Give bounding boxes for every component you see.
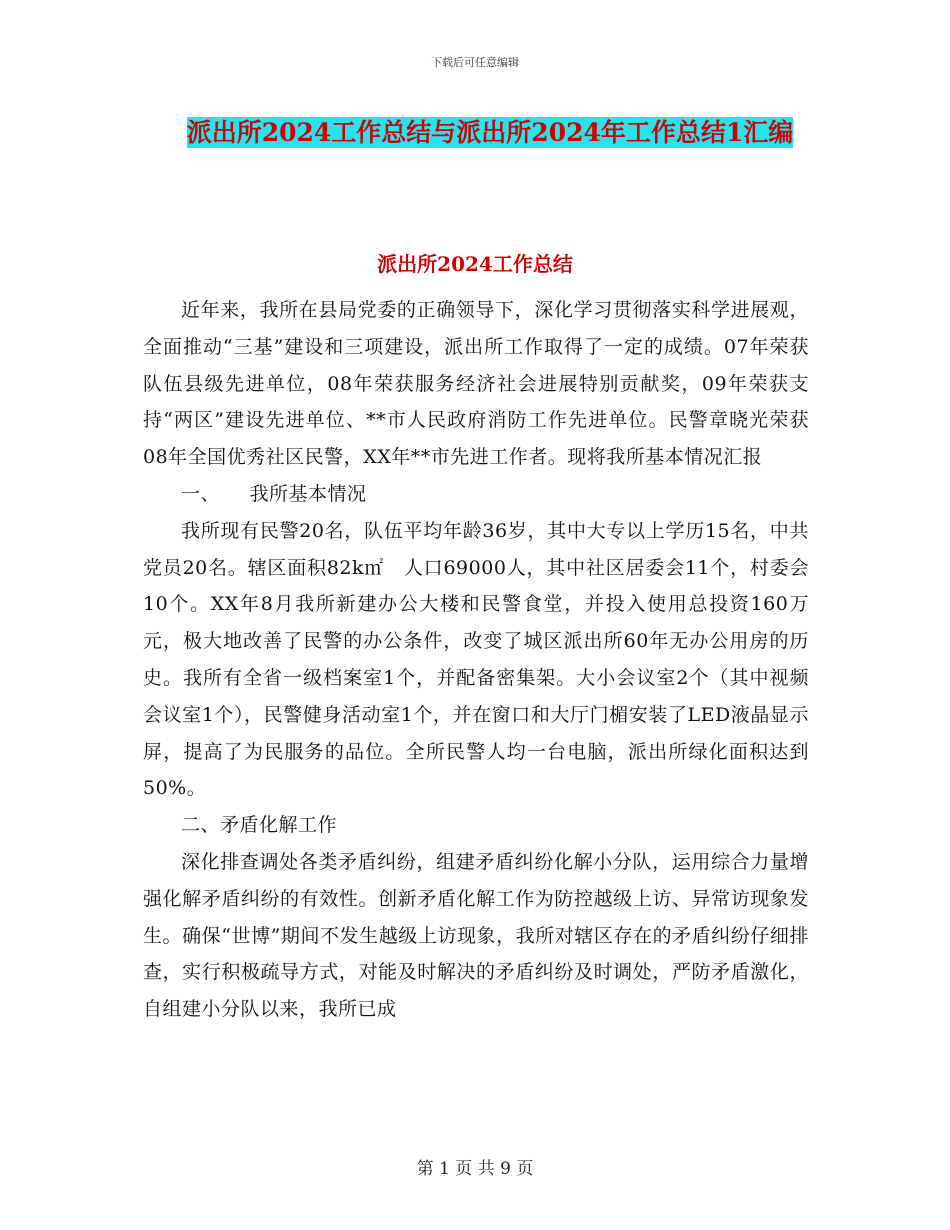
paragraph-basic-situation: 我所现有民警20名，队伍平均年龄36岁，其中大专以上学历15名，中共党员20名。辖区面积82k㎡ 人口69000人，其中社区居委会11个，村委会10个。XX年8月我所新建办公大楼和民警食堂，并投入使用总投资160万元，极大地改善了民警的办公条件，改变了城区派出所60年无办公用房的历史。我所有全省一级档案室1个，并配备密集架。大小会议室2个（其中视频会议室1个），民警健身活动室1个，并在窗口和大厅门楣安装了LED液晶显示屏，提高了为民服务的品位。全所民警人均一台电脑，派出所绿化面积达到50%。	[143, 519, 809, 800]
header-note: 下载后可任意编辑	[431, 56, 519, 69]
page-footer: 第 1 页 共 9 页	[416, 1159, 534, 1179]
paragraph-intro: 近年来，我所在县局党委的正确领导下，深化学习贯彻落实科学进展观，全面推动“三基”建设和三项建设，派出所工作取得了一定的成绩。07年荣获队伍县级先进单位，08年荣获服务经济社会进展特别贡献奖，09年荣获支持“两区”建设先进单位、**市人民政府消防工作先进单位。民警章晓光荣获08年全国优秀社区民警，XX年**市先进工作者。现将我所基本情况汇报	[143, 299, 809, 469]
document-body	[143, 292, 809, 1028]
heading-conflict-resolution: 二、矛盾化解工作	[181, 814, 338, 837]
heading-basic-situation: 一、 我所基本情况	[181, 482, 367, 505]
document-title-text: 派出所2024工作总结与派出所2024年工作总结1汇编	[186, 118, 794, 147]
paragraph-conflict-resolution: 深化排查调处各类矛盾纠纷，组建矛盾纠纷化解小分队，运用综合力量增强化解矛盾纠纷的有效性。创新矛盾化解工作为防控越级上访、异常访现象发生。确保“世博”期间不发生越级上访现象，我所对辖区存在的矛盾纠纷仔细排查，实行积极疏导方式，对能及时解决的矛盾纠纷及时调处，严防矛盾激化，自组建小分队以来，我所已成	[143, 850, 809, 1021]
section-title: 派出所2024工作总结	[377, 252, 573, 276]
document-title	[140, 110, 840, 156]
